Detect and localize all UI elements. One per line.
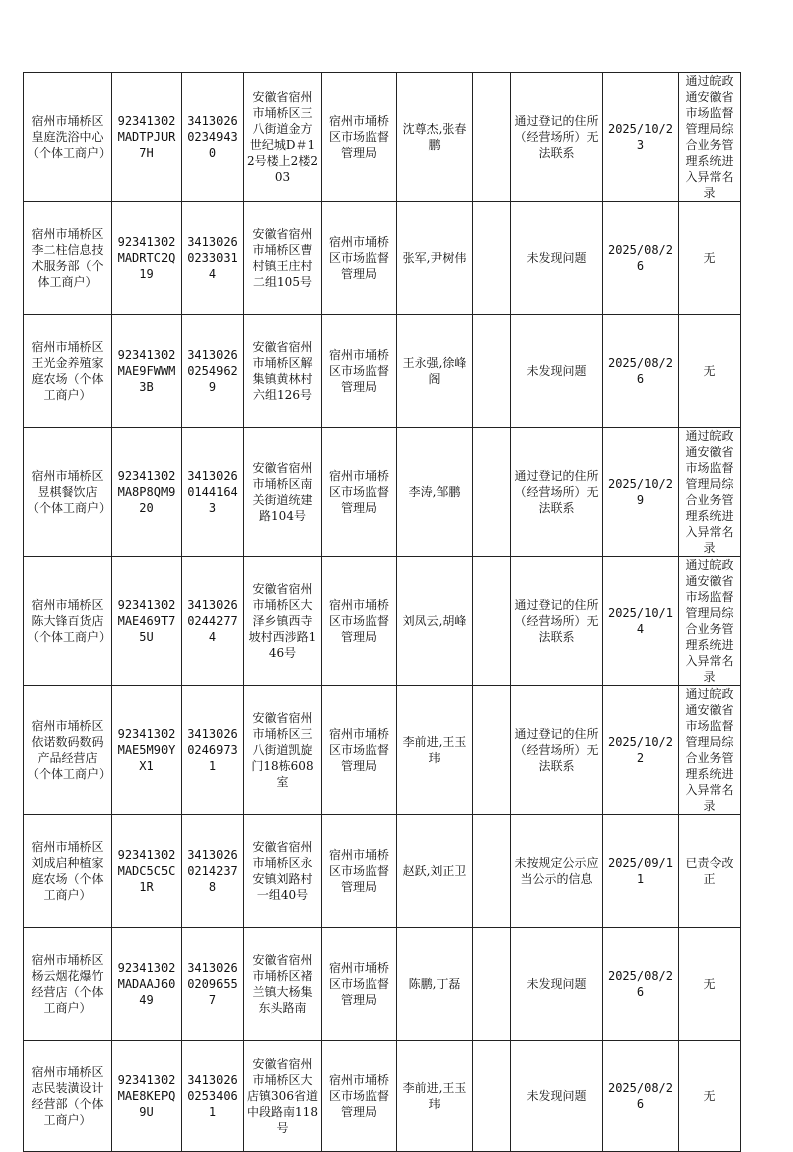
inspectors-cell: 李涛,邹鹏	[397, 428, 473, 557]
credit-code-cell: 92341302MADTPJUR7H	[112, 73, 182, 202]
table-row	[24, 928, 741, 1041]
handling-cell: 无	[679, 202, 741, 315]
credit-code-cell: 92341302MAE8KEPQ9U	[112, 1041, 182, 1152]
credit-code-cell: 92341302MADRTC2Q19	[112, 202, 182, 315]
registration-number-cell: 341302602534061	[182, 1041, 244, 1152]
inspection-date-cell: 2025/10/29	[603, 428, 679, 557]
address-cell: 安徽省宿州市埇桥区永安镇刘路村一组40号	[244, 815, 322, 928]
registration-number-cell: 341302602549629	[182, 315, 244, 428]
table-row	[24, 686, 741, 815]
inspection-date-cell: 2025/08/26	[603, 928, 679, 1041]
table-row	[24, 1041, 741, 1152]
blank-cell	[473, 202, 511, 315]
table-row	[24, 73, 741, 202]
credit-code-cell: 92341302MA8P8QM920	[112, 428, 182, 557]
inspection-date-cell: 2025/08/26	[603, 315, 679, 428]
inspection-date-cell: 2025/08/26	[603, 202, 679, 315]
authority-cell: 宿州市埇桥区市场监督管理局	[322, 428, 397, 557]
registration-number-cell: 341302602349430	[182, 73, 244, 202]
address-cell: 安徽省宿州市埇桥区褚兰镇大杨集东头路南	[244, 928, 322, 1041]
authority-cell: 宿州市埇桥区市场监督管理局	[322, 815, 397, 928]
table-row	[24, 815, 741, 928]
inspection-result-cell: 通过登记的住所（经营场所）无法联系	[511, 557, 603, 686]
inspectors-cell: 陈鹏,丁磊	[397, 928, 473, 1041]
registration-number-cell: 341302602469731	[182, 686, 244, 815]
credit-code-cell: 92341302MAE9FWWM3B	[112, 315, 182, 428]
inspection-date-cell: 2025/10/23	[603, 73, 679, 202]
handling-cell: 通过皖政通安徽省市场监督管理局综合业务管理系统进入异常名录	[679, 557, 741, 686]
inspection-result-cell: 未发现问题	[511, 315, 603, 428]
inspectors-cell: 张军,尹树伟	[397, 202, 473, 315]
inspectors-cell: 李前进,王玉玮	[397, 1041, 473, 1152]
authority-cell: 宿州市埇桥区市场监督管理局	[322, 557, 397, 686]
business-name-cell: 宿州市埇桥区昱棋餐饮店（个体工商户）	[24, 428, 112, 557]
address-cell: 安徽省宿州市埇桥区南关街道统建路104号	[244, 428, 322, 557]
inspection-date-cell: 2025/10/14	[603, 557, 679, 686]
credit-code-cell: 92341302MADC5C5C1R	[112, 815, 182, 928]
table-row	[24, 202, 741, 315]
inspection-date-cell: 2025/10/22	[603, 686, 679, 815]
credit-code-cell: 92341302MAE5M90YX1	[112, 686, 182, 815]
business-name-cell: 宿州市埇桥区杨云烟花爆竹经营店（个体工商户）	[24, 928, 112, 1041]
registration-number-cell: 341302602096557	[182, 928, 244, 1041]
business-name-cell: 宿州市埇桥区刘成启种植家庭农场（个体工商户）	[24, 815, 112, 928]
inspection-result-cell: 通过登记的住所（经营场所）无法联系	[511, 73, 603, 202]
authority-cell: 宿州市埇桥区市场监督管理局	[322, 686, 397, 815]
blank-cell	[473, 73, 511, 202]
blank-cell	[473, 428, 511, 557]
business-name-cell: 宿州市埇桥区志民装潢设计经营部（个体工商户）	[24, 1041, 112, 1152]
table-row	[24, 557, 741, 686]
business-name-cell: 宿州市埇桥区李二柱信息技术服务部（个体工商户）	[24, 202, 112, 315]
registration-number-cell: 341302602142378	[182, 815, 244, 928]
blank-cell	[473, 1041, 511, 1152]
inspection-date-cell: 2025/09/11	[603, 815, 679, 928]
business-name-cell: 宿州市埇桥区陈大锋百货店（个体工商户）	[24, 557, 112, 686]
inspection-result-cell: 通过登记的住所（经营场所）无法联系	[511, 686, 603, 815]
inspection-result-cell: 未按规定公示应当公示的信息	[511, 815, 603, 928]
handling-cell: 已责令改正	[679, 815, 741, 928]
table-row	[24, 315, 741, 428]
credit-code-cell: 92341302MADAAJ6049	[112, 928, 182, 1041]
handling-cell: 无	[679, 928, 741, 1041]
inspection-result-cell: 未发现问题	[511, 928, 603, 1041]
address-cell: 安徽省宿州市埇桥区三八街道凯旋门18栋608室	[244, 686, 322, 815]
table-body	[24, 73, 741, 1152]
inspection-date-cell: 2025/08/26	[603, 1041, 679, 1152]
authority-cell: 宿州市埇桥区市场监督管理局	[322, 73, 397, 202]
address-cell: 安徽省宿州市埇桥区大泽乡镇西寺坡村西涉路146号	[244, 557, 322, 686]
blank-cell	[473, 557, 511, 686]
address-cell: 安徽省宿州市埇桥区解集镇黄林村六组126号	[244, 315, 322, 428]
inspection-results-table	[23, 72, 741, 1152]
blank-cell	[473, 315, 511, 428]
business-name-cell: 宿州市埇桥区皇庭洗浴中心（个体工商户）	[24, 73, 112, 202]
business-name-cell: 宿州市埇桥区王光金养殖家庭农场（个体工商户）	[24, 315, 112, 428]
table-row	[24, 428, 741, 557]
inspection-result-cell: 通过登记的住所（经营场所）无法联系	[511, 428, 603, 557]
registration-number-cell: 341302602330314	[182, 202, 244, 315]
blank-cell	[473, 815, 511, 928]
inspection-result-cell: 未发现问题	[511, 1041, 603, 1152]
address-cell: 安徽省宿州市埇桥区大店镇306省道中段路南118号	[244, 1041, 322, 1152]
inspectors-cell: 赵跃,刘正卫	[397, 815, 473, 928]
authority-cell: 宿州市埇桥区市场监督管理局	[322, 202, 397, 315]
handling-cell: 无	[679, 315, 741, 428]
handling-cell: 通过皖政通安徽省市场监督管理局综合业务管理系统进入异常名录	[679, 686, 741, 815]
registration-number-cell: 341302601441643	[182, 428, 244, 557]
inspectors-cell: 王永强,徐峰阁	[397, 315, 473, 428]
blank-cell	[473, 686, 511, 815]
blank-cell	[473, 928, 511, 1041]
authority-cell: 宿州市埇桥区市场监督管理局	[322, 928, 397, 1041]
business-name-cell: 宿州市埇桥区依诺数码数码产品经营店（个体工商户）	[24, 686, 112, 815]
inspectors-cell: 刘凤云,胡峰	[397, 557, 473, 686]
registration-number-cell: 341302602442774	[182, 557, 244, 686]
handling-cell: 通过皖政通安徽省市场监督管理局综合业务管理系统进入异常名录	[679, 73, 741, 202]
inspectors-cell: 沈尊杰,张春鹏	[397, 73, 473, 202]
credit-code-cell: 92341302MAE469T75U	[112, 557, 182, 686]
inspectors-cell: 李前进,王玉玮	[397, 686, 473, 815]
handling-cell: 通过皖政通安徽省市场监督管理局综合业务管理系统进入异常名录	[679, 428, 741, 557]
inspection-result-cell: 未发现问题	[511, 202, 603, 315]
authority-cell: 宿州市埇桥区市场监督管理局	[322, 1041, 397, 1152]
authority-cell: 宿州市埇桥区市场监督管理局	[322, 315, 397, 428]
address-cell: 安徽省宿州市埇桥区三八街道金方世纪城D＃12号楼上2楼203	[244, 73, 322, 202]
handling-cell: 无	[679, 1041, 741, 1152]
address-cell: 安徽省宿州市埇桥区曹村镇王庄村二组105号	[244, 202, 322, 315]
